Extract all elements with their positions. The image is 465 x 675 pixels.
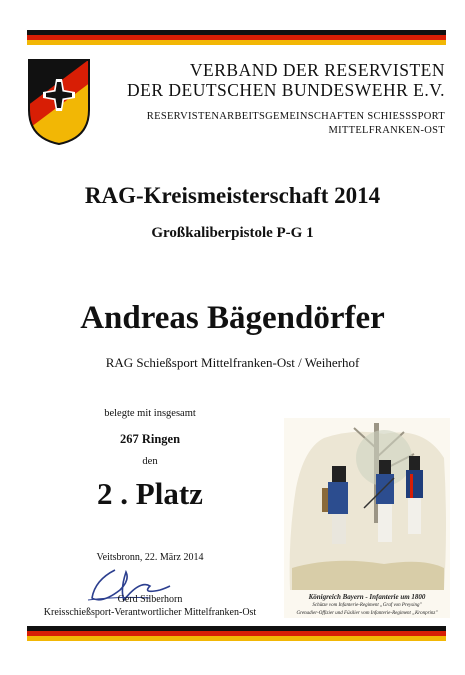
club-name: RAG Schießsport Mittelfranken-Ost / Weiherhof [105, 355, 360, 370]
flag-stripe-top [27, 30, 446, 45]
signer-role: Kreisschießsport-Verantwortlicher Mittelfranken-Ost [43, 607, 257, 618]
artwork-caption-line-2: Grenadier-Offizier und Füsilier vom Infanterie-Regiment „Kronprinz" [296, 611, 438, 616]
result-intro-text: belegte mit insgesamt [104, 408, 196, 419]
placement: 2 . Platz [97, 476, 203, 511]
sub-organization-line-1: RESERVISTENARBEITSGEMEINSCHAFTEN SCHIESSSPORT [146, 111, 445, 122]
organization-name-line-2: DER DEUTSCHEN BUNDESWEHR E.V. [127, 80, 445, 100]
signer-name: Gerd Silberhorn [117, 594, 183, 605]
iron-cross-shield-icon [27, 58, 91, 146]
sub-organization-line-2: MITTELFRANKEN-OST [328, 125, 445, 136]
artwork-caption-title: Königreich Bayern - Infanterie um 1800 [308, 593, 426, 601]
winner-name: Andreas Bägendörfer [80, 300, 385, 336]
result-mid-text: den [142, 456, 158, 467]
artwork-caption-line-1: Schütze vom Infanterie-Regiment „Graf von Preysing" [312, 603, 422, 608]
flag-stripe-bottom [27, 626, 446, 641]
score: 267 Ringen [119, 432, 181, 446]
place-and-date: Veitsbronn, 22. März 2014 [96, 552, 204, 563]
historic-infantry-illustration [284, 418, 450, 618]
certificate-title: RAG-Kreismeisterschaft 2014 [84, 183, 381, 208]
discipline: Großkaliberpistole P-G 1 [151, 225, 314, 241]
organization-name-line-1: VERBAND DER RESERVISTEN [189, 60, 445, 80]
